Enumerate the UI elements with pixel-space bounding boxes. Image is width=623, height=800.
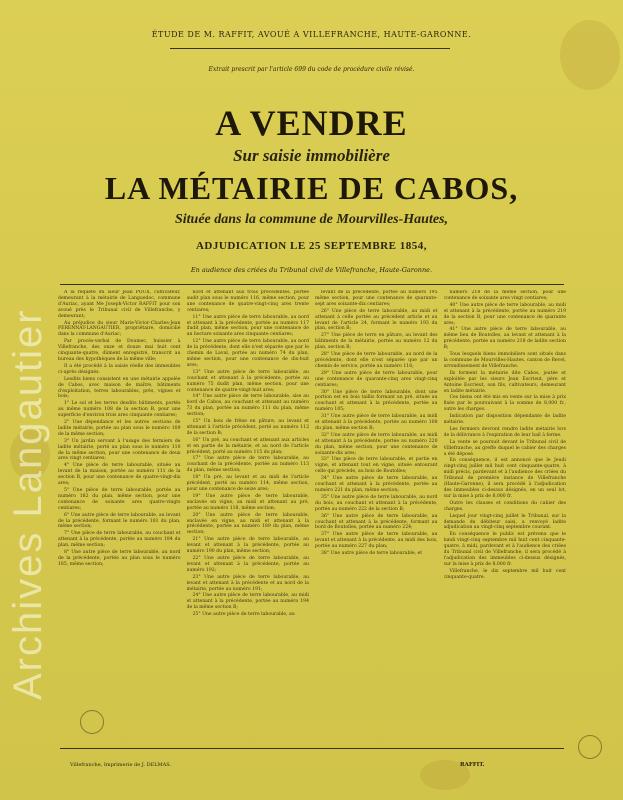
stamp-right [578, 735, 602, 759]
text-columns [58, 290, 566, 742]
paragraph: 40° Une autre pièce de terre labourable, au midi et attenant à la précédente, portée au numéro 219 de la section B, pour une contenance de quarante ares; [443, 302, 566, 326]
paragraph: 14° Une autre pièce de terre labourable, sise au bord de Cabos, au couchant et attenant au numéro 73 du plan, portée au numéro 111 du plan, même section; [186, 394, 309, 418]
paragraph: Par procès-verbal de Doumec, huissier à Villefranche, des onze et douze mai huit cent cinquante-quatre, dûment enregistré, transcrit au bureau des hypothèques de la même ville; [58, 339, 181, 362]
paragraph: 24° Une autre pièce de terre labourable, au midi et attenant à la précédente, portée au numéro 194 de la même section B; [186, 593, 309, 611]
watermark: Archives Langautier [6, 308, 50, 700]
paragraph: 37° Une autre pièce de terre labourable, au levant et attenant à la précédente, au midi des bois, portée au numéro 227 du plan; [315, 532, 438, 550]
paragraph: Ils forment la métairie dite Cabos, joutée et exploitée par les sieurs Jean Escrieut, père et Antoine Escrieut, son fils, cultivateurs, demeurant en ladite métairie. [443, 370, 566, 394]
paragraph: 1° Le sol et les terres desdits bâtiments, portés au même numéro 108 de la section B, pour une superficie d'environ trois ares cinquante centiares; [58, 401, 181, 419]
paragraph: 16° Un pré, au couchant et attenant aux articles et en partie de la métairie, et au nord de l'article précédent, porté au numéro 115 du plan; [186, 437, 309, 455]
paragraph: Indication par disposition dépendante de ladite métairie. [443, 414, 566, 426]
paragraph: Lequel jour vingt-cinq juillet le Tribunal, sur la demande du débiteur saisi, a renvoyé ladite adjudication au vingt-cinq septembre courant. [443, 513, 566, 531]
paragraph: 27° Une pièce de terre en pâture, au levant des bâtiments de la métairie, portée au numéro 12 du plan, section B; [315, 333, 438, 351]
paragraph: 8° Une autre pièce de terre labourable, au nord de la précédente, portée au plan sous le numéro 185, même section; [58, 550, 181, 567]
paragraph: 26° Une pièce de terre labourable, au midi et attenant à celle portée au précédent article et au levant de l'article 24, formant le numéro 193 du plan, section B; [315, 308, 438, 332]
paragraph: 5° Une pièce de terre labourable, portée au numéro 182 du plan, même section, pour une contenance de soixante ares quatre-vingts centiares; [58, 488, 181, 511]
paragraph: 18° Un pré, au levant et au midi de l'article précédent, porté au numéro 114, même section, pour une contenance de seize ares; [186, 475, 309, 492]
paragraph: 17° Une autre pièce de terre labourable, au couchant de la précédente, portée au numéro 113 du plan, même section; [186, 456, 309, 474]
paragraph: 38° Une autre pièce de terre labourable, et [321, 551, 423, 557]
paragraph: Les fermiers devront rendre ladite métairie lors de la délivrance à l'expiration de leur bail à ferme. [443, 426, 566, 438]
paragraph: 33° Une pièce de terre labourable, et partie en vigne, et attenant tout en vigne, située entourant celle qui précède, au bois de Boutolles; [315, 457, 438, 475]
paragraph: 21° Une autre pièce de terre labourable, au levant et attenant à la précédente, portée au numéro 190 du plan, même section; [186, 537, 309, 555]
paragraph: 28° Une pièce de terre labourable, au nord de la précédente, dont elle n'est séparée que par un chemin de service, portée au numéro 116; [315, 352, 438, 369]
paragraph: 23° Une autre pièce de terre labourable, au levant et attenant à la précédente et au nord de la métairie, portée au numéro 191; [186, 574, 309, 592]
paragraph: Il a été procédé à la saisie réelle des immeubles ci-après désignés. [58, 363, 181, 375]
paragraph: 31° Une autre pièce de terre labourable, au midi et attenant à la précédente, portée au numéro 108 du plan, même section B; [315, 414, 438, 431]
extrait-line: Extrait prescrit par l'article 699 du code de procédure civile révisé. [208, 66, 415, 73]
paragraph: Au préjudice du sieur Marie-Victor-Charles-Jean PERENNAT-LANGAUTIER, propriétaire, domicilié dans la commune d'Auriac; [58, 320, 181, 338]
column-2 [187, 290, 310, 742]
paragraph: 7° Une pièce de terre labourable, au couchant et attenant à la précédente, portée au numéro 184 du plan, même section; [58, 531, 181, 549]
body-top-rule [60, 284, 564, 285]
paragraph: En conséquence le public est prévenu que le lundi vingt-cinq septembre mil huit cent cinquante-quatre, à midi, pardevant et à l'audience des criées du Tribunal civil de Villefranche, il sera procédé à l'adjudication des immeubles ci-dessus désignés, sur la mise à prix de 8,000 fr. [443, 532, 566, 567]
title-metairie: LA MÉTAIRIE DE CABOS, [104, 170, 519, 206]
audience-line: En audience des criées du Tribunal civil de Villefranche, Haute-Garonne. [190, 266, 433, 274]
paragraph: 41° Une autre pièce de terre labourable, au même lieu de Boutolles, au levant et attenant à la précédente, portée au numéro 218 de ladite section B; [443, 327, 566, 351]
paragraph: 20° Une autre pièce de terre labourable, enclavée en vigne, au midi et attenant à la précédente, portée au numéro 189 du plan, même section; [186, 512, 309, 536]
stamp-left [80, 710, 104, 734]
paragraph: 25° Une autre pièce de terre labourable, au [192, 612, 295, 618]
paragraph: La vente se poursuit devant le Tribunal civil de Villefranche, au greffe duquel le cahier des charges a été déposé. [443, 439, 566, 457]
column-3 [315, 290, 438, 742]
paragraph: 35° Une autre pièce de terre labourable, au nord du bois, au couchant et attenant à la précédente, portée au numéro 222 de la section B; [315, 494, 438, 512]
paragraph: numéro 218 de la même section, pour une contenance de soixante ares vingt centiares; [443, 290, 566, 301]
paragraph: Outre les clauses et conditions du cahier des charges. [443, 500, 566, 512]
paragraph: 36° Une autre pièce de terre labourable, au couchant et attenant à la précédente, formant au bord de Boutolles, portée au numéro 224; [315, 513, 438, 531]
paragraph: 2° Une dépendance et les autres sections de ladite métairie, portée au plan sous le numéro 109 de la même section; [58, 420, 181, 437]
signature: RAFFIT. [460, 762, 485, 768]
paragraph: 19° Une autre pièce de terre labourable, enclavée en vigne, au midi et attenant au pré, portée au numéro 118, même section; [186, 493, 309, 511]
paragraph: 15° Un bois de frêne en pâture, au levant et attenant à l'article précédent, porté au numéro 112 de la section B; [186, 419, 309, 436]
paragraph: Tous lesquels biens immobiliers sont situés dans la commune de Mourvilles-Hautes, canton de Revel, arrondissement de Villefranche. [443, 352, 566, 369]
paragraph: levant de la précédente, portée au numéro 195 même section, pour une contenance de quarante-sept ares soixante-dix centiares; [315, 290, 438, 307]
paragraph: Ces biens ont été mis en vente sur la mise à prix fixée par le poursuivant à la somme de 8,000 fr., outre les charges. [443, 395, 566, 413]
paragraph: 4° Une pièce de terre labourable, située au levant de la maison, portée au numéro 111 de la section B, pour une contenance de quatre-vingt-dix ares; [58, 463, 181, 487]
paragraph: 3° Un jardin servant à l'usage des fermiers de ladite métairie, porté au plan sous le numéro 110 de la même section, pour une contenance de deux ares vingt centiares; [58, 438, 181, 462]
title-adjudication: ADJUDICATION LE 25 SEPTEMBRE 1854, [195, 240, 428, 252]
paragraph: Lesdits biens consistent en une métairie appelée de Cabos, avec maison de maître, bâtiments d'exploitation, terres labourables, prés, vignes et bois; [58, 376, 181, 400]
paragraph: Villefranche, le dix septembre mil huit cent cinquante-quatre. [443, 568, 566, 580]
column-4 [444, 290, 567, 742]
paragraph: 29° Une autre pièce de terre labourable, pour une contenance de quarante-cinq ares vingt-cinq centiares; [315, 370, 438, 388]
paragraph: A la requête du sieur Jean POUX, cultivateur, demeurant à la métairie de Languedoc, commune d'Auriac, ayant Me Joseph-Victor RAFFIT pour son avoué près le Tribunal civil de Villefranche, y demeurant; [58, 290, 181, 319]
etude-header: ÉTUDE DE M. RAFFIT, AVOUÉ A VILLEFRANCHE, HAUTE-GARONNE. [151, 30, 472, 39]
paragraph: 13° Une autre pièce de terre labourable, au couchant et attenant à la précédente, portée au numéro 75 dudit plan, même section, pour une contenance de quatre-vingt-huit ares; [186, 369, 309, 393]
paragraph: 12° Une autre pièce de terre labourable, au nord de la précédente, dont elle n'est séparée que par le chemin de Laval, portée au numéro 74 du plan, même section, pour une contenance de dix-huit ares; [186, 339, 309, 368]
printer-credit: Villefranche, Imprimerie de J. DELMAS. [70, 762, 172, 768]
body-bottom-rule [60, 748, 564, 749]
paragraph: 6° Une autre pièce de terre labourable, au levant de la précédente, formant le numéro 181 du plan, même section; [58, 512, 181, 530]
paragraph: nord et attenant aux trois précédentes, portée audit plan sous le numéro 116, même section, pour une contenance de quatre-vingt-cinq ares trente centiares; [186, 290, 309, 313]
paragraph: 32° Une autre pièce de terre labourable, au midi et attenant à la précédente, portée au numéro 220 du plan, même section, pour une contenance de soixante-dix ares; [315, 432, 438, 456]
column-1 [58, 290, 181, 742]
title-saisie: Sur saisie immobilière [233, 146, 390, 165]
paragraph: 34° Une autre pièce de terre labourable, au couchant et attenant à la précédente, portée au numéro 221 du plan, même section; [315, 476, 438, 493]
title-situee: Située dans la commune de Mourvilles-Hautes, [174, 212, 448, 227]
header-rule [170, 48, 450, 49]
paragraph: 22° Une autre pièce de terre labourable, au levant et attenant à la précédente, portée au numéro 192; [186, 555, 309, 573]
paragraph: 11° Une autre pièce de terre labourable, au nord et attenant à la précédente, portée au numéro 117 dudit plan, même section, pour une contenance de un hectare soixante ares cinquante centiares; [186, 314, 309, 338]
paragraph: En conséquence, il est annoncé que le Jeudi vingt-cinq juillet mil huit cent cinquante-quatre, à midi précis, pardevant et à l'audience des criées du Tribunal de première instance de Villefranche (Haute-Garonne), il sera procédé à l'adjudication des immeubles ci-dessus désignés, en un seul lot, sur la mise à prix de 8,000 fr. [443, 458, 566, 499]
paragraph: 30° Une pièce de terre labourable, dont une portion est en bois taillis formant un pré, située au couchant et attenant à la précédente, portée au numéro 105; [315, 389, 438, 413]
title-a-vendre: A VENDRE [215, 103, 408, 143]
